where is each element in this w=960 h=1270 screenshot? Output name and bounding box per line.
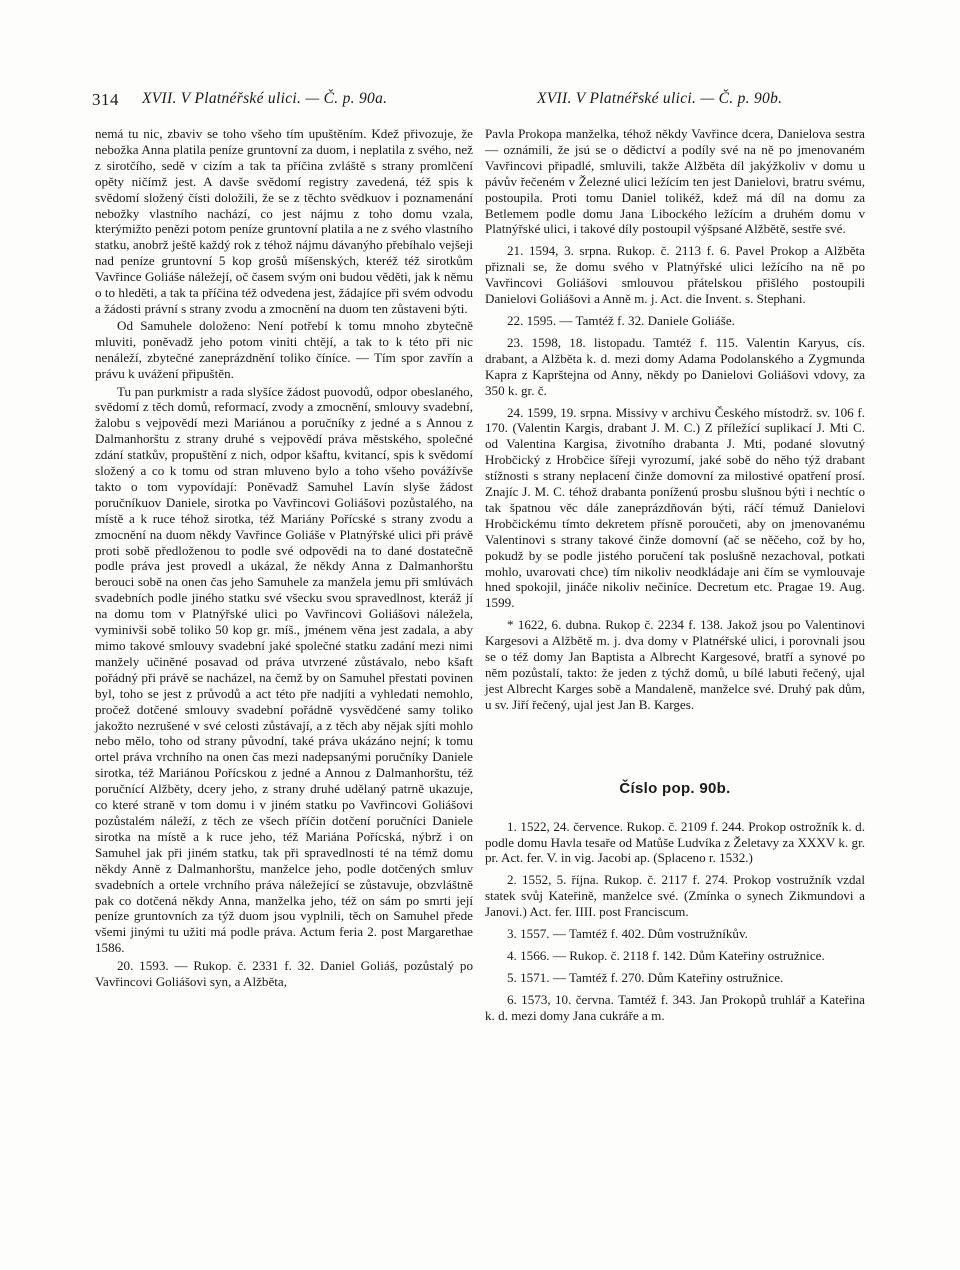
right-column [485, 126, 865, 1030]
left-column [95, 126, 473, 991]
paragraph: 21. 1594, 3. srpna. Rukop. č. 2113 f. 6. Pavel Prokop a Alžběta přiznali se, že domu svého v Platnýřské ulici ležícího na ně po Vavřincovi Goliášovi smlouvou přátelskou přišlého postoupili Danielovi Goliášovi a Anně m. j. Act. die Invent. s. Stephani. [485, 243, 865, 307]
list-item: 4. 1566. — Rukop. č. 2118 f. 142. Dům Kateřiny ostružnice. [507, 947, 825, 963]
paragraph: Od Samuhele doloženo: Není potřebí k tomu mnoho zbytečně mluviti, poněvadž jeho potom viniti chtějí, a tak to k této při nic nenáleží, zbytečné zaneprázdnění toliko číníce. — Tím spor zavřín a právu k uvážení připuštěn. [95, 318, 473, 382]
paragraph: 20. 1593. — Rukop. č. 2331 f. 32. Daniel Goliáš, pozůstalý po Vavřincovi Goliášovi syn, a Alžběta, [95, 957, 473, 989]
list-item: 5. 1571. — Tamtéž f. 270. Dům Kateřiny ostružnice. [507, 969, 784, 985]
header-left: XVII. V Platnéřské ulici. — Č. p. 90a. [142, 90, 388, 107]
paragraph: Pavla Prokopa manželka, téhož někdy Vavřince dcera, Danielova sestra — oznámili, že jsú se o dědictví a podíly své na ně po jmenovaném Vavřincovi připadlé, smluvili, takže Alžběta díl jakýžkoliv v domu u pávův řečeném v Železné ulici ležícím ten jest Danielovi, bratru svému, postoupila. Proti tomu Daniel tolikéž, kdež má díl na domu za Betlemem podle domu Jana Libockého ležícím a druhém domu v Platnýřské ulici, i takové díly postoupil výšpsané Alžbětě, sestře své. [485, 126, 865, 237]
paragraph: nemá tu nic, zbaviv se toho všeho tím upuštěním. Kdež přivozuje, že nebožka Anna platila peníze gruntovní za duom, i neplatila z svého, než z sirotčího, sedě v cizím a tak ta příčina zvláště s strany promlčení opěty ničímž jest. A davše svědomí registry zavedená, též spis k svědomí složený čísti doložili, že se z těchto svědkuov i poznamenání nebožky vlastního nachází, co jest nájmu z toho domu vzala, kterýmižto penězi potom peníze gruntovní platila a ne z svého vlastního statku, anobrž ještě každý rok z téhož nájmu dávanýho přebíhalo vejšeji nad peníze gruntovní 5 kop grošů míšenských, kteréž též sirotkům Vavřince Goliáše náležejí, oč časem svým oni budou věděti, jak k němu o to hleděti, a tak ta příčina též odvedena jest, žádajíce při svém odvodu a žádosti právní s strany zvodu a zmocnění na duom ten zůstaveni býti. [95, 126, 473, 316]
page-number: 314 [92, 90, 119, 109]
list-item: 2. 1552, 5. října. Rukop. č. 2117 f. 274. Prokop vostružník vzdal statek svůj Kateřině, manželce své. (Zmínka o synech Zikmundovi a Janovi.) Act. fer. IIII. post Franciscum. [485, 872, 865, 920]
list-item: 1. 1522, 24. července. Rukop. č. 2109 f. 244. Prokop ostrožník k. d. podle domu Havla tesaře od Matůše Ludvíka z Želetavy za XXXV k. gr. pr. Act. fer. V. in vig. Jacobi ap. (Splaceno r. 1532.) [485, 818, 865, 866]
paragraph: 24. 1599, 19. srpna. Missivy v archivu Českého místodrž. sv. 106 f. 170. (Valentin Kargis, drabant J. M. C.) Z příležící suplikací J. Mti C. od Valentina Kargisa, životního drabanta J. Mti, podané slovutný Hrobčický z Hrobčice šířeji vyrozumí, jaké sobě do něho týž drabant stížnosti s strany neplacení činže domovní za milostivé opatření prosí. Znajíc J. M. C. téhož drabanta poníženú prosbu slušnou býti i nechtíc o tak špatnou věc dále zaneprázdňován býti, ráčí témuž Danielovi Hrobčickému tímto dekretem přísně poroučeti, aby on jmenovanému Valentinovi s strany takové činže domovní (ač se něčeho, což by ho, pokudž by se podle jistého poručení tak poslušně nezachoval, potkati mohlo, uvarovati chce) tím nikoliv neodkládaje ani čím se vymlouvaje hned spokojil, jináče nikoliv nečiníce. Decretum etc. Pragae 19. Aug. 1599. [485, 404, 865, 611]
running-header [0, 88, 960, 114]
list-item: 6. 1573, 10. června. Tamtéž f. 343. Jan Prokopů truhlář a Kateřina k. d. mezi domy Jana cukráře a m. [485, 991, 865, 1023]
section-heading: Číslo pop. 90b. [619, 779, 731, 797]
paragraph: * 1622, 6. dubna. Rukop č. 2234 f. 138. Jakož jsou po Valentinovi Kargesovi a Alžbětě m. j. dva domy v Platnéřské ulici, i porovnali jsou se o též domy Jan Baptista a Albrecht Kargesové, bratří a synové po něm pozůstalí, takto: že jeden z týchž domů, u bílé labuti řečený, ujal jest Albrecht Karges sobě a Mandaleně, manželce své. Druhý pak dům, u sv. Jiří řečený, ujal jest Jan B. Karges. [485, 617, 865, 712]
list-item: 3. 1557. — Tamtéž f. 402. Dům vostružníkův. [507, 926, 748, 942]
paragraph: Tu pan purkmistr a rada slyšíce žádost puovodů, odpor obeslaného, svědomí z těch domů, reformací, zvody a zmocnění, smlouvy svadební, žalobu s vejpovědí mezi Mariánou a poručníky z jedné a s Annou z Dalmanhorštu z strany druhé s vejpovědí práva městského, společné zdání statkův, propuštění z nich, odpor kšaftu, kvitancí, spis k svědomí složený a co k tomu od stran mluveno bylo a toho všeho povážívše takto o tom vypovídají: Poněvadž Samuhel Lavín slyše žádost poručníkuov Daniele, sirotka po Vavřincovi Goliášovi pozůstalého, na místě a k ruce téhož sirotka, též Mariány Pořícské s strany zvodu a zmocnění na duom někdy Vavřince Goliáše v Platnýřské ulici při právě proti sobě předloženou to podle své odpovědi na to dané dostatečně podle práva jest provedl a ukázal, že někdy Anna z Dalmanhorštu berouci sobě na onen čas jeho Samuhele za manžela jemu při smlúvách svadebních podle jiného statku své všecku svou spravedlnost, kteráž jí na domu tom v Platnýřské ulici po Vavřincovi Goliášovi náležela, vyminivši sobě toliko 50 kop gr. míš., jménem věna jest zadala, a aby mimo takové smlouvy svadební jaké společné statku zadání mezi nimi manžely učiněné posavad od práva utvrzené zůstávalo, nebo kšaft pořádný při právě se nacházel, na čemž by on Samuhel přestati povinen byl, toho se jest z průvodů a act této pře nadjíti a vyhledati nemohlo, pročež dotčené smlouvy svadební pořádně vysvědčené samy toliko jakožto nezrušené v své celosti zůstávají, a z těch aby nějak sjíti mohlo nebo mělo, toho od strany původní, také práva ukázáno nejní; k tomu ortel práva vrchního na onen čas mezi nadepsanými poručníky Daniele sirotka, též Mariánou Pořícskou z jedné a Annou z Dalmanhorštu, též poručnící Alžběty, dcery jeho, z strany druhé udělaný patrně ukazuje, co které straně v tom domu i v jiném statku po Vavřincovi Goliášovi pozůstalém náleží, z těch ze všech příčin dotčení poručníci Daniele sirotka na místě a k ruce jeho, též Mariána Pořícská, nýbrž i on Samuhel jak při jiném statku, tak při spravedlnosti té na témž domu někdy Anně z Dalmanhorštu, manželce jeho, podle dotčených smluv svadebních a ortele vrchního práva náležející se zůstavuje, obzvláštně pak co dotčená někdy Anna, manželka jeho, též on sám po smrti její peníze gruntovních za týž duom jsou vyplnili, těch on Samuhel přede všemi jinými tu užiti má podle práva. Actum feria 2. post Margarethae 1586. [95, 383, 473, 956]
paragraph: 22. 1595. — Tamtéž f. 32. Daniele Goliáše. [507, 312, 735, 328]
header-right: XVII. V Platnéřské ulici. — Č. p. 90b. [537, 90, 783, 107]
paragraph: 23. 1598, 18. listopadu. Tamtéž f. 115. Valentin Karyus, cís. drabant, a Alžběta k. d. mezi domy Adama Podolanského a Zygmunda Kapra z Kaprštejna od Anny, někdy po Danielovi Goliášovi vdovy, za 350 k. gr. č. [485, 334, 865, 398]
